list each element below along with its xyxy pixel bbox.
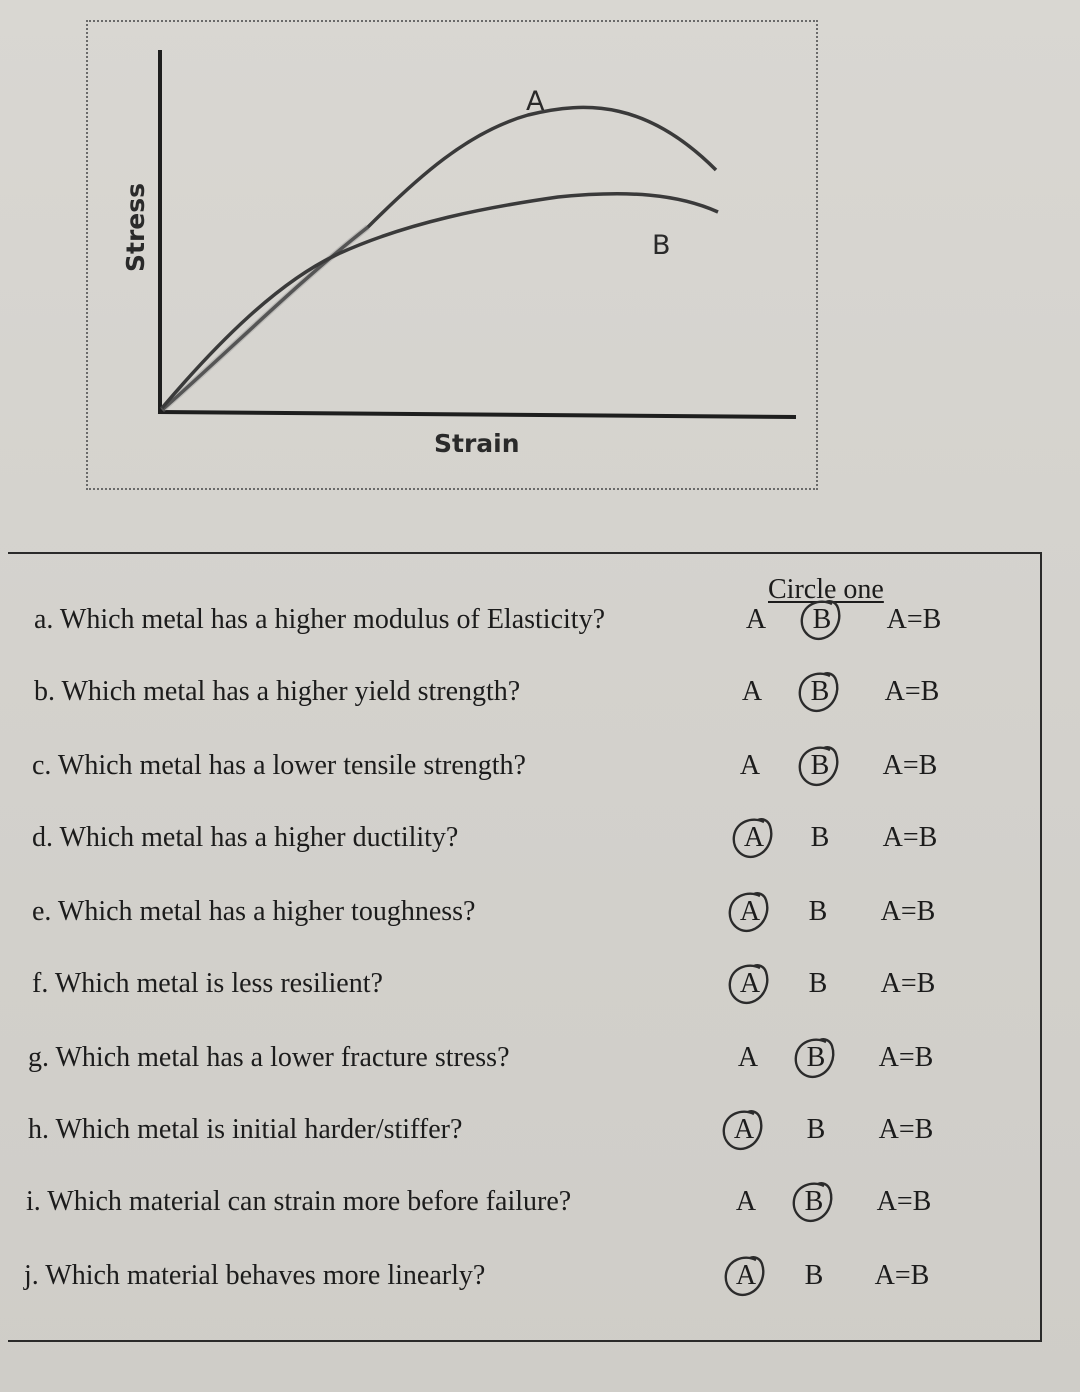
option-a[interactable]: A [743, 822, 765, 853]
x-axis [158, 412, 796, 417]
question-text: d. Which metal has a higher ductility? [32, 822, 459, 853]
option-a[interactable]: A [741, 676, 763, 707]
question-text: e. Which metal has a higher toughness? [32, 896, 476, 927]
circle-one-header: Circle one [768, 574, 884, 605]
option-b[interactable]: B [812, 604, 832, 635]
question-row [0, 1260, 1080, 1300]
question-text: h. Which metal is initial harder/stiffer? [28, 1114, 463, 1145]
option-a-equals-b[interactable]: A=B [878, 1114, 934, 1145]
question-text: g. Which metal has a lower fracture stress? [28, 1042, 510, 1073]
option-b[interactable]: B [810, 676, 830, 707]
option-a-equals-b[interactable]: A=B [882, 822, 938, 853]
option-a-equals-b[interactable]: A=B [882, 750, 938, 781]
question-row [0, 1114, 1080, 1154]
option-b[interactable]: B [804, 1260, 824, 1291]
question-text: j. Which material behaves more linearly? [24, 1260, 486, 1291]
option-a-equals-b[interactable]: A=B [878, 1042, 934, 1073]
option-b[interactable]: B [806, 1042, 826, 1073]
question-row [0, 604, 1080, 644]
question-row [0, 896, 1080, 936]
question-row [0, 676, 1080, 716]
question-text: i. Which material can strain more before failure? [26, 1186, 572, 1217]
question-text: c. Which metal has a lower tensile strength? [32, 750, 526, 781]
curve-a [162, 107, 716, 410]
question-row [0, 968, 1080, 1008]
option-a[interactable]: A [739, 968, 761, 999]
question-text: a. Which metal has a higher modulus of Elasticity? [34, 604, 605, 635]
option-b[interactable]: B [810, 822, 830, 853]
option-a-equals-b[interactable]: A=B [876, 1186, 932, 1217]
question-text: b. Which metal has a higher yield strength? [34, 676, 521, 707]
stress-strain-plot [88, 22, 820, 492]
option-a[interactable]: A [745, 604, 767, 635]
question-text: f. Which metal is less resilient? [32, 968, 383, 999]
option-a[interactable]: A [735, 1186, 757, 1217]
option-a-equals-b[interactable]: A=B [880, 896, 936, 927]
option-a[interactable]: A [737, 1042, 759, 1073]
x-axis-label: Strain [434, 429, 520, 458]
option-b[interactable]: B [810, 750, 830, 781]
stress-strain-graph [86, 20, 818, 490]
option-b[interactable]: B [806, 1114, 826, 1145]
option-a[interactable]: A [739, 896, 761, 927]
y-axis-label: Stress [121, 182, 150, 272]
question-row [0, 822, 1080, 862]
option-a[interactable]: A [739, 750, 761, 781]
option-b[interactable]: B [804, 1186, 824, 1217]
question-row [0, 1186, 1080, 1226]
option-b[interactable]: B [808, 896, 828, 927]
option-a[interactable]: A [733, 1114, 755, 1145]
question-row [0, 750, 1080, 790]
option-a-equals-b[interactable]: A=B [886, 604, 942, 635]
option-a-equals-b[interactable]: A=B [884, 676, 940, 707]
option-a-equals-b[interactable]: A=B [880, 968, 936, 999]
option-a-equals-b[interactable]: A=B [874, 1260, 930, 1291]
option-a[interactable]: A [735, 1260, 757, 1291]
option-b[interactable]: B [808, 968, 828, 999]
curve-b [162, 194, 718, 408]
curve-a-label: A [526, 86, 545, 117]
question-row [0, 1042, 1080, 1082]
curve-b-label: B [652, 230, 671, 261]
